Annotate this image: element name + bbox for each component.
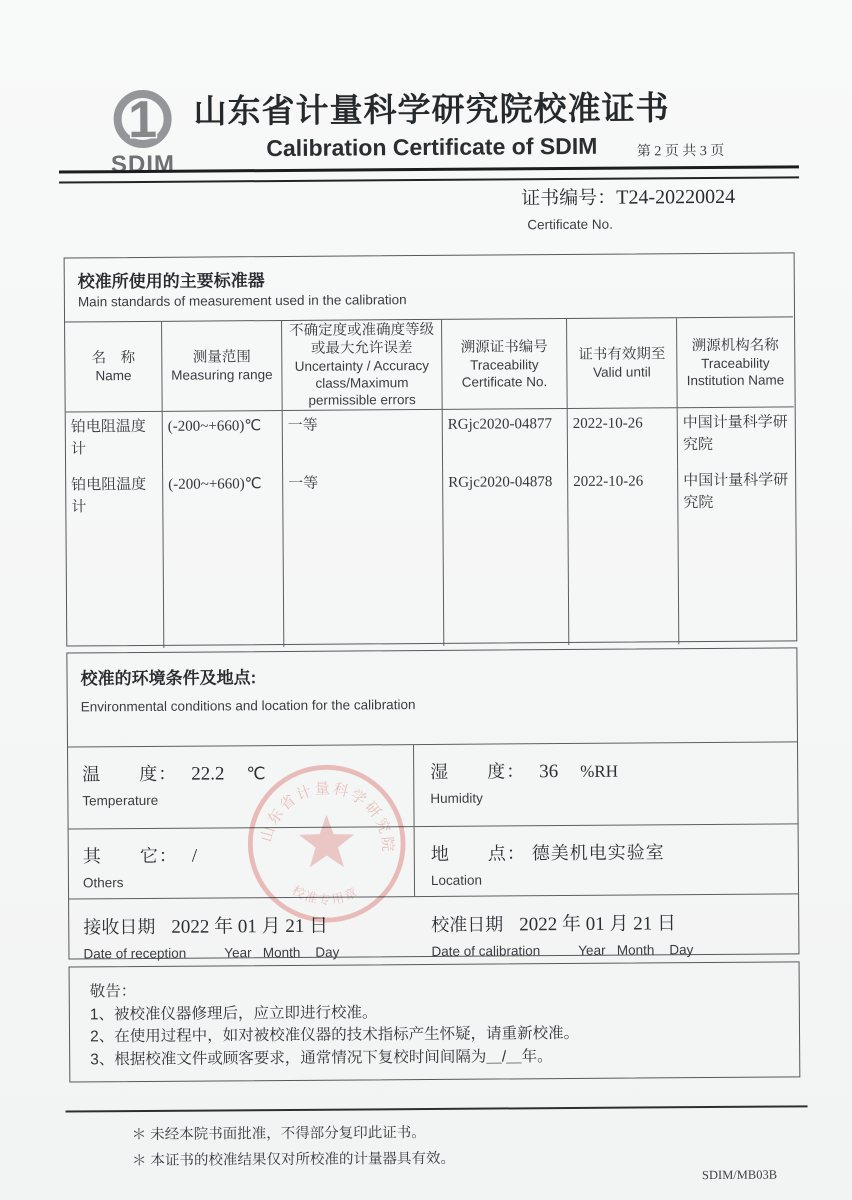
location-value: 德美机电实验室 [531,842,665,864]
environment-heading [67,659,797,747]
date-calibration-value: 2022 年 01 月 21 日 [519,913,677,936]
logo-numeral-one-icon: 1 [127,90,158,150]
others-label-cn: 其 它： [82,845,178,867]
location-label-en: Location [430,872,483,888]
standards-section [64,252,798,646]
certificate-number-line [521,182,735,210]
table-row-2-name: 铂电阻温度计 [66,470,164,649]
environment-heading-cn: 校准的环境条件及地点: [80,668,257,689]
logo-sdim-text: SDIM [110,150,176,179]
footer-note-2: ＊ 本证书的校准结果仅对所校准的计量器具有效。 [131,1150,455,1170]
table-row-1-valid-until: 2022-10-26 [568,408,678,467]
col-header-name-cn: 名 称 [91,350,136,367]
table-row-1-accuracy: 一等 [283,410,443,469]
certificate-title-en: Calibration Certificate of SDIM [266,132,598,162]
date-calibration-label-cn: 校准日期 [431,914,504,935]
certificate-number-label: 证书编号： [521,187,617,210]
table-row-2-valid-until: 2022-10-26 [568,466,679,645]
table-row-1-name: 铂电阻温度计 [66,412,163,471]
location-label-cn: 地 点： [430,843,526,864]
others-location-row [69,824,798,899]
date-reception-units-en: Year Month Day [224,944,340,961]
table-row-2-accuracy: 一等 [283,468,444,647]
svg-text:校准专用章 [290,882,362,907]
notice-section [69,961,801,1082]
table-row-2-cert-no: RGjc2020-04878 [443,467,569,646]
date-reception-label-cn: 接收日期 [83,916,156,938]
date-reception-label-en: Date of reception [83,945,187,962]
humidity-label-en: Humidity [430,790,483,806]
notice-item-1: 1、被校准仪器修理后，应立即进行校准。 [89,1003,378,1023]
date-reception-value: 2022 年 01 月 21 日 [171,915,329,938]
col-header-range-cn: 测量范围 [192,349,251,366]
col-header-institution [677,317,794,408]
notice-title: 敬告： [89,983,137,1001]
date-calibration-units-en: Year Month Day [578,942,694,958]
col-header-trace-cert-cn: 溯源证书编号 [460,338,548,356]
table-row-1-cert-no: RGjc2020-04877 [443,409,568,468]
environment-heading-en: Environmental conditions and location for the calibration [80,697,416,715]
location-cell [415,824,798,896]
humidity-cell [414,742,798,826]
stamp-ring-text: 山东省计量科学研究院 [258,781,396,855]
col-header-institution-cn: 溯源机构名称 [691,337,779,354]
red-seal-stamp [239,756,414,931]
others-value: / [191,845,198,867]
col-header-name-en: Name [95,368,132,384]
notice-item-3: 3、根据校准文件或顾客要求，通常情况下复校时间间隔为＿/＿年。 [90,1047,553,1068]
standards-table [65,316,795,648]
certificate-number-value: T24-20220024 [616,185,736,209]
col-header-valid-until-cn: 证书有效期至 [578,346,666,363]
environment-section [66,647,799,962]
col-header-range-en: Measuring range [171,367,273,383]
stamp-star-icon [299,815,354,868]
temperature-value: 22.2 [191,763,225,785]
form-code: SDIM/MB03B [701,1167,778,1183]
dates-row [69,894,798,970]
temperature-label-en: Temperature [82,792,159,809]
col-header-uncertainty-en: Uncertainty / Accuracy class/Maximum permissible errors [294,357,430,408]
stamp-bottom-text: 校准专用章 [289,883,362,908]
certificate-title-cn: 山东省计量科学研究院校准证书 [193,91,670,131]
col-header-trace-cert-en: Traceability Certificate No. [461,356,548,390]
col-header-institution-en: Traceability Institution Name [686,355,785,388]
humidity-unit: %RH [580,761,619,781]
table-row-1-range: (-200~+660)℃ [163,411,283,470]
date-calibration-cell [415,894,798,968]
col-header-uncertainty-cn: 不确定度或准确度等级或最大允许误差 [289,321,435,357]
humidity-label-cn: 湿 度： [430,761,526,782]
others-label-en: Others [82,875,124,891]
footer-note-1: ＊ 未经本院书面批准，不得部分复印此证书。 [131,1125,426,1144]
footer-notes [132,1120,455,1174]
table-row-2-range: (-200~+660)℃ [163,469,284,648]
footer-rule [66,1105,808,1112]
temperature-label-cn: 温 度： [82,763,178,785]
standards-heading-cn: 校准所使用的主要标准器 [77,271,265,292]
temperature-unit: ℃ [246,764,266,784]
col-header-trace-cert [442,319,568,410]
humidity-value: 36 [539,761,559,783]
standards-heading-en: Main standards of measurement used in the calibration [77,292,407,310]
notice-item-2: 2、在使用过程中，如对被校准仪器的技术指标产生怀疑，请重新校准。 [89,1024,580,1046]
certificate-number-caption: Certificate No. [527,216,613,233]
table-row-2-institution: 中国计量科学研究院 [683,471,789,512]
col-header-valid-until [567,318,678,409]
col-header-name [65,322,163,413]
col-header-range [162,321,283,412]
col-header-valid-until-en: Valid until [593,364,651,380]
date-calibration-label-en: Date of calibration [431,943,541,959]
table-row-1-institution: 中国计量科学研究院 [682,413,788,454]
col-header-uncertainty [282,320,443,411]
page-number-info: 第 2 页 共 3 页 [636,143,725,160]
temperature-humidity-row [68,742,798,829]
